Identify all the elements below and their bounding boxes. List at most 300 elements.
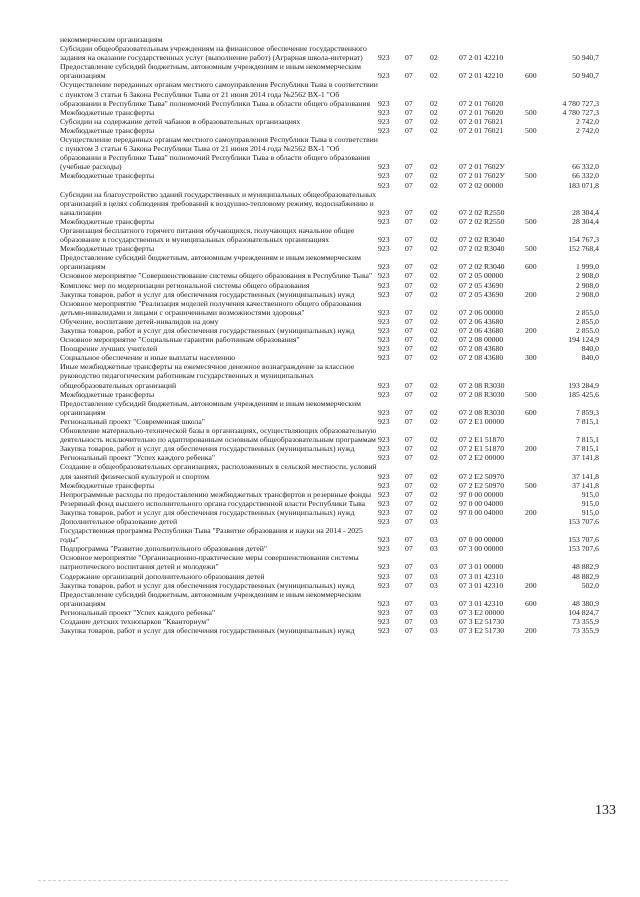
row-ved-code: 923 [378, 471, 390, 481]
row-name: Основное мероприятие "Совершенствование системы общего образования в Республике Тыва" [60, 271, 373, 281]
row-section-code: 07 [405, 326, 413, 335]
page-number: 133 [595, 803, 616, 818]
row-name: Резервный фонд высшего исполнительного органа государственной власти Республики Тыва [60, 498, 366, 508]
row-ved-code: 923 [378, 316, 390, 326]
table-row [0, 271, 640, 280]
row-amount: 153 707,6 [568, 535, 599, 545]
row-amount: 915,0 [581, 498, 599, 508]
row-section-code: 07 [405, 507, 413, 517]
row-amount: 50 940,7 [572, 53, 599, 63]
row-subsection-code: 02 [430, 471, 438, 481]
table-row [0, 572, 640, 581]
table-row [0, 481, 640, 490]
table-row [0, 617, 640, 626]
row-amount: 7 815,1 [575, 435, 599, 445]
table-row [0, 444, 640, 453]
row-ved-code: 923 [378, 53, 390, 63]
row-name: Межбюджетные трансферты [60, 480, 155, 490]
row-ved-code: 923 [378, 389, 390, 399]
row-subsection-code: 02 [430, 116, 438, 126]
table-row [0, 362, 640, 389]
row-subsection-code: 02 [430, 216, 438, 226]
row-ved-code: 923 [378, 344, 390, 354]
row-name: Организация бесплатного горячего питания обучающихся, получающих начальное общее образование в государственных и муниципальных образовательных организациях [60, 225, 355, 245]
row-ved-code: 923 [378, 235, 390, 245]
row-section-code: 07 [405, 498, 413, 508]
row-ved-code: 923 [378, 307, 390, 317]
row-section-code: 07 [405, 125, 413, 135]
row-subsection-code: 03 [430, 516, 438, 526]
row-subsection-code: 02 [430, 98, 438, 108]
row-section-code: 07 [405, 335, 413, 345]
table-row [0, 290, 640, 299]
row-target-code: 07 2 01 76020 [459, 98, 504, 108]
row-amount: 185 425,6 [568, 389, 599, 399]
row-section-code: 07 [405, 471, 413, 481]
row-expense-type: 200 [525, 626, 537, 636]
row-ved-code: 923 [378, 535, 390, 545]
row-expense-type: 200 [525, 507, 537, 517]
table-row [0, 462, 640, 480]
row-amount: 915,0 [581, 507, 599, 517]
row-target-code: 07 3 01 42310 [459, 571, 504, 581]
row-name: Субсидии на содержание детей чабанов в образовательных организациях [60, 116, 301, 126]
row-section-code: 07 [405, 289, 413, 299]
row-section-code: 07 [405, 535, 413, 545]
row-section-code: 07 [405, 389, 413, 399]
row-subsection-code: 03 [430, 535, 438, 545]
table-row [0, 335, 640, 344]
row-subsection-code: 02 [430, 235, 438, 245]
row-section-code: 07 [405, 617, 413, 626]
table-row [0, 217, 640, 226]
row-name: Межбюджетные трансферты [60, 244, 155, 254]
row-name: Создание в общеобразовательных организациях, расположенных в сельской местности, условий для занятий физической культурой и спортом [60, 462, 377, 481]
row-ved-code: 923 [378, 262, 390, 272]
row-section-code: 07 [405, 98, 413, 108]
row-name: Закупка товаров, работ и услуг для обеспечения государственных (муниципальных) нужд [60, 289, 355, 299]
row-name: некоммерческим организациям [60, 35, 163, 44]
row-name: Субсидии общеобразовательным учреждениям на финансовое обеспечение государственного задания на оказание государственных услуг (выполнение работ) (Аграрная школа-интернат) [60, 44, 367, 63]
row-subsection-code: 02 [430, 444, 438, 454]
row-target-code: 07 3 E2 51730 [459, 617, 505, 626]
row-name: Межбюджетные трансферты [60, 389, 155, 399]
row-amount: 154 767,3 [568, 235, 599, 245]
row-section-code: 07 [405, 171, 413, 181]
row-subsection-code: 02 [430, 244, 438, 254]
row-subsection-code: 02 [430, 435, 438, 445]
row-target-code: 07 2 E1 51870 [459, 435, 505, 445]
row-subsection-code: 02 [430, 180, 438, 190]
row-expense-type: 200 [525, 580, 537, 590]
row-amount: 1 999,0 [575, 262, 599, 272]
row-amount: 2 855,0 [575, 326, 599, 335]
row-name: Предоставление субсидий бюджетным, автономным учреждениям и иным некоммерческим организациям [60, 589, 361, 608]
row-section-code: 07 [405, 244, 413, 254]
row-amount: 4 780 727,3 [562, 98, 599, 108]
row-ved-code: 923 [378, 244, 390, 254]
row-target-code: 07 2 02 R3040 [459, 244, 505, 254]
table-row [0, 126, 640, 135]
row-section-code: 07 [405, 353, 413, 363]
row-target-code: 07 2 05 43690 [459, 280, 504, 290]
row-target-code: 07 2 06 00000 [459, 307, 504, 317]
row-ved-code: 923 [378, 71, 390, 81]
row-name: Закупка товаров, работ и услуг для обеспечения государственных (муниципальных) нужд [60, 507, 355, 517]
row-subsection-code: 03 [430, 562, 438, 572]
table-row [0, 499, 640, 508]
row-name: Субсидии на благоустройство зданий государственных и муниципальных общеобразовательных организаций в целях соблюдения требований к воздушно-тепловому режиму, водоснабжению и канализации [60, 189, 377, 217]
row-section-code: 07 [405, 580, 413, 590]
row-amount: 48 380,9 [572, 598, 599, 608]
row-ved-code: 923 [378, 544, 390, 554]
row-name: Межбюджетные трансферты [60, 125, 155, 135]
row-section-code: 07 [405, 216, 413, 226]
row-subsection-code: 03 [430, 571, 438, 581]
row-expense-type: 600 [525, 598, 537, 608]
row-amount: 194 124,9 [568, 335, 599, 345]
row-section-code: 07 [405, 307, 413, 317]
row-target-code: 07 2 05 00000 [459, 271, 504, 281]
row-subsection-code: 02 [430, 307, 438, 317]
row-target-code: 07 2 02 00000 [459, 180, 504, 190]
row-amount: 840,0 [581, 353, 599, 363]
row-section-code: 07 [405, 271, 413, 281]
table-row [0, 453, 640, 462]
row-amount: 153 707,6 [568, 544, 599, 554]
row-ved-code: 923 [378, 580, 390, 590]
row-target-code: 07 2 01 7602У [459, 162, 505, 172]
table-row [0, 317, 640, 326]
row-expense-type: 500 [525, 244, 537, 254]
row-ved-code: 923 [378, 162, 390, 172]
row-section-code: 07 [405, 107, 413, 117]
row-subsection-code: 02 [430, 389, 438, 399]
row-amount: 7 859,3 [575, 407, 599, 417]
row-ved-code: 923 [378, 271, 390, 281]
row-section-code: 07 [405, 116, 413, 126]
row-amount: 37 141,8 [572, 453, 599, 463]
row-subsection-code: 02 [430, 489, 438, 499]
row-section-code: 07 [405, 571, 413, 581]
row-amount: 840,0 [581, 344, 599, 354]
table-row [0, 326, 640, 335]
row-amount: 2 908,0 [575, 271, 599, 281]
table-row [0, 590, 640, 608]
row-target-code: 97 0 00 04000 [459, 507, 504, 517]
row-target-code: 07 2 01 76020 [459, 107, 504, 117]
row-target-code: 07 2 08 43680 [459, 353, 504, 363]
row-amount: 193 284,9 [568, 380, 599, 390]
row-ved-code: 923 [378, 353, 390, 363]
row-ved-code: 923 [378, 607, 390, 617]
row-name: Государственная программа Республики Тыва "Развитие образования и науки на 2014 - 2025 годы" [60, 526, 363, 545]
row-target-code: 07 2 02 R3040 [459, 262, 505, 272]
row-name: Обучение, воспитание детей-инвалидов на дому [60, 316, 219, 326]
row-subsection-code: 02 [430, 335, 438, 345]
table-row [0, 117, 640, 126]
row-amount: 2 855,0 [575, 316, 599, 326]
table-row [0, 171, 640, 180]
row-target-code: 07 3 E2 51730 [459, 626, 505, 636]
row-subsection-code: 02 [430, 326, 438, 335]
row-target-code: 07 0 00 00000 [459, 535, 504, 545]
row-section-code: 07 [405, 235, 413, 245]
row-section-code: 07 [405, 598, 413, 608]
row-subsection-code: 02 [430, 353, 438, 363]
row-amount: 915,0 [581, 489, 599, 499]
row-name: Непрограммные расходы по предоставлению межбюджетных трансфертов и резервные фонды [60, 489, 372, 499]
row-amount: 152 768,4 [568, 244, 599, 254]
row-name: Региональный проект "Успех каждого ребенка" [60, 607, 216, 617]
row-target-code: 97 0 00 04000 [459, 498, 504, 508]
row-target-code: 07 2 06 43680 [459, 316, 504, 326]
row-amount: 48 882,9 [572, 562, 599, 572]
row-expense-type: 200 [525, 326, 537, 335]
row-ved-code: 923 [378, 289, 390, 299]
row-amount: 48 882,9 [572, 571, 599, 581]
table-row [0, 281, 640, 290]
row-ved-code: 923 [378, 171, 390, 181]
row-target-code: 07 3 01 00000 [459, 562, 504, 572]
row-name: Иные межбюджетные трансферты на ежемесячное денежное вознаграждение за классное руководство педагогическим работникам государственных и муниципальных общеобразовательных организаций [60, 362, 355, 390]
row-target-code: 07 2 02 R2550 [459, 216, 505, 226]
row-expense-type: 500 [525, 125, 537, 135]
row-section-code: 07 [405, 562, 413, 572]
table-row [0, 490, 640, 499]
table-row [0, 226, 640, 244]
row-subsection-code: 02 [430, 162, 438, 172]
row-subsection-code: 02 [430, 271, 438, 281]
row-amount: 2 855,0 [575, 307, 599, 317]
row-expense-type: 600 [525, 407, 537, 417]
row-ved-code: 923 [378, 489, 390, 499]
row-amount: 2 742,0 [575, 125, 599, 135]
row-amount: 7 815,1 [575, 416, 599, 426]
row-target-code: 07 2 02 R3040 [459, 235, 505, 245]
row-name: Содержание организаций дополнительного образования детей [60, 571, 265, 581]
row-target-code: 07 2 E2 50970 [459, 480, 505, 490]
row-subsection-code: 02 [430, 53, 438, 63]
row-target-code: 07 2 E2 00000 [459, 453, 505, 463]
row-section-code: 07 [405, 380, 413, 390]
row-subsection-code: 02 [430, 107, 438, 117]
row-ved-code: 923 [378, 280, 390, 290]
row-subsection-code: 02 [430, 262, 438, 272]
row-subsection-code: 02 [430, 498, 438, 508]
row-amount: 2 742,0 [575, 116, 599, 126]
table-row [0, 253, 640, 271]
row-section-code: 07 [405, 444, 413, 454]
row-ved-code: 923 [378, 617, 390, 626]
row-expense-type: 200 [525, 289, 537, 299]
table-row [0, 181, 640, 190]
row-ved-code: 923 [378, 498, 390, 508]
table-row [0, 80, 640, 107]
row-amount: 502,0 [581, 580, 599, 590]
row-ved-code: 923 [378, 435, 390, 445]
row-target-code: 07 2 08 R3030 [459, 407, 505, 417]
table-row [0, 581, 640, 590]
table-row [0, 626, 640, 635]
row-section-code: 07 [405, 316, 413, 326]
row-subsection-code: 03 [430, 544, 438, 554]
row-section-code: 07 [405, 435, 413, 445]
row-name: Закупка товаров, работ и услуг для обеспечения государственных (муниципальных) нужд [60, 444, 355, 454]
row-amount: 2 908,0 [575, 280, 599, 290]
row-ved-code: 923 [378, 407, 390, 417]
row-target-code: 07 2 01 76021 [459, 116, 504, 126]
row-subsection-code: 03 [430, 626, 438, 636]
row-name: Предоставление субсидий бюджетным, автономным учреждениям и иным некоммерческим организациям [60, 398, 361, 417]
row-section-code: 07 [405, 416, 413, 426]
row-subsection-code: 02 [430, 507, 438, 517]
row-subsection-code: 02 [430, 280, 438, 290]
row-name: Предоставление субсидий бюджетным, автономным учреждениям и иным некоммерческим организациям [60, 253, 361, 272]
row-amount: 2 908,0 [575, 289, 599, 299]
row-ved-code: 923 [378, 626, 390, 636]
row-section-code: 07 [405, 626, 413, 636]
row-name: Дополнительное образование детей [60, 516, 178, 526]
row-subsection-code: 02 [430, 289, 438, 299]
table-row [0, 508, 640, 517]
row-amount: 28 304,4 [572, 216, 599, 226]
table-row [0, 426, 640, 444]
row-name: Обновление материально-технической базы в организациях, осуществляющих образовательную деятельность исключительно по адаптированным основным общеобразовательным программам [60, 426, 377, 445]
row-subsection-code: 02 [430, 316, 438, 326]
row-subsection-code: 02 [430, 171, 438, 181]
row-amount: 73 355,9 [572, 626, 599, 636]
row-ved-code: 923 [378, 125, 390, 135]
row-expense-type: 600 [525, 262, 537, 272]
row-section-code: 07 [405, 262, 413, 272]
row-name: Основное мероприятие "Организационно-практические меры совершенствования системы патриотического воспитания детей и молодежи" [60, 553, 359, 572]
row-section-code: 07 [405, 207, 413, 217]
row-name: Осуществление переданных органам местного самоуправления Республики Тыва в соответствии с пунктом 3 статьи 6 Закона Республики Тыва от 21 июня 2014 года №2562 ВХ-1 "Об образовании в Республике Тыва" полномочий Республики Тыва в области общего образования (учебные расходы) [60, 135, 378, 172]
row-name: Межбюджетные трансферты [60, 216, 155, 226]
row-name: Закупка товаров, работ и услуг для обеспечения государственных (муниципальных) нужд [60, 580, 355, 590]
row-name: Поощрение лучших учителей [60, 344, 158, 354]
row-ved-code: 923 [378, 598, 390, 608]
row-subsection-code: 02 [430, 207, 438, 217]
row-ved-code: 923 [378, 335, 390, 345]
row-ved-code: 923 [378, 116, 390, 126]
row-target-code: 07 2 E2 50970 [459, 471, 505, 481]
row-ved-code: 923 [378, 180, 390, 190]
row-expense-type: 500 [525, 216, 537, 226]
row-amount: 37 141,8 [572, 480, 599, 490]
row-amount: 50 940,7 [572, 71, 599, 81]
row-target-code: 07 2 08 R3030 [459, 389, 505, 399]
row-ved-code: 923 [378, 453, 390, 463]
row-amount: 4 780 727,3 [562, 107, 599, 117]
row-expense-type: 500 [525, 389, 537, 399]
row-section-code: 07 [405, 407, 413, 417]
row-section-code: 07 [405, 516, 413, 526]
row-name: Закупка товаров, работ и услуг для обеспечения государственных (муниципальных) нужд [60, 326, 355, 335]
row-ved-code: 923 [378, 216, 390, 226]
row-target-code: 07 2 E1 00000 [459, 416, 505, 426]
row-amount: 37 141,8 [572, 471, 599, 481]
row-section-code: 07 [405, 489, 413, 499]
row-target-code: 07 2 01 76021 [459, 125, 504, 135]
row-target-code: 07 2 E1 51870 [459, 444, 505, 454]
row-subsection-code: 03 [430, 598, 438, 608]
row-name: Основное мероприятие "Реализация моделей получения качественного общего образования детьми-инвалидами и лицами с ограниченными возможностями здоровья" [60, 298, 362, 317]
table-row [0, 62, 640, 80]
row-name: Основное мероприятие "Социальные гарантии работникам образования" [60, 335, 300, 345]
row-target-code: 07 2 01 42210 [459, 53, 504, 63]
table-row [0, 553, 640, 571]
row-subsection-code: 02 [430, 453, 438, 463]
row-name: Комплекс мер по модернизации региональной системы общего образования [60, 280, 310, 290]
row-section-code: 07 [405, 344, 413, 354]
row-name: Межбюджетные трансферты [60, 171, 155, 181]
row-target-code: 97 0 00 00000 [459, 489, 504, 499]
scan-edge-line [38, 880, 508, 881]
row-amount: 153 707,6 [568, 516, 599, 526]
row-expense-type: 500 [525, 171, 537, 181]
row-ved-code: 923 [378, 107, 390, 117]
row-target-code: 07 2 06 43680 [459, 326, 504, 335]
table-row [0, 390, 640, 399]
row-expense-type: 600 [525, 71, 537, 81]
row-amount: 66 332,0 [572, 162, 599, 172]
table-row [0, 399, 640, 417]
table-row [0, 108, 640, 117]
row-target-code: 07 2 02 R2550 [459, 207, 505, 217]
table-row [0, 244, 640, 253]
row-name: Осуществление переданных органам местного самоуправления Республики Тыва в соответствии с пунктом 3 статьи 6 Закона Республики Тыва от 21 июня 2014 года №2562 ВХ-1 "Об образовании в Республике Тыва" полномочий Республики Тыва в области общего образования [60, 80, 378, 108]
table-row [0, 353, 640, 362]
row-amount: 66 332,0 [572, 171, 599, 181]
table-row [0, 526, 640, 544]
row-target-code: 07 3 01 42310 [459, 598, 504, 608]
row-name: Межбюджетные трансферты [60, 107, 155, 117]
row-subsection-code: 02 [430, 407, 438, 417]
row-amount: 73 355,9 [572, 617, 599, 626]
row-target-code: 07 2 08 43680 [459, 344, 504, 354]
row-expense-type: 200 [525, 444, 537, 454]
row-name: Предоставление субсидий бюджетным, автономным учреждениям и иным некоммерческим организациям [60, 62, 361, 81]
row-amount: 183 071,8 [568, 180, 599, 190]
row-ved-code: 923 [378, 571, 390, 581]
row-expense-type: 500 [525, 480, 537, 490]
row-ved-code: 923 [378, 326, 390, 335]
row-ved-code: 923 [378, 98, 390, 108]
row-amount: 28 304,4 [572, 207, 599, 217]
row-section-code: 07 [405, 607, 413, 617]
row-ved-code: 923 [378, 507, 390, 517]
row-ved-code: 923 [378, 380, 390, 390]
row-target-code: 07 2 05 43690 [459, 289, 504, 299]
row-section-code: 07 [405, 53, 413, 63]
table-row [0, 135, 640, 171]
row-name: Региональный проект "Современная школа" [60, 416, 205, 426]
row-ved-code: 923 [378, 562, 390, 572]
row-amount: 104 824,7 [568, 607, 599, 617]
row-target-code: 07 3 E2 00000 [459, 607, 505, 617]
row-subsection-code: 02 [430, 344, 438, 354]
row-section-code: 07 [405, 544, 413, 554]
row-subsection-code: 03 [430, 580, 438, 590]
row-section-code: 07 [405, 480, 413, 490]
row-target-code: 07 2 08 R3030 [459, 380, 505, 390]
table-row [0, 417, 640, 426]
row-target-code: 07 3 00 00000 [459, 544, 504, 554]
table-row [0, 44, 640, 62]
row-expense-type: 300 [525, 353, 537, 363]
